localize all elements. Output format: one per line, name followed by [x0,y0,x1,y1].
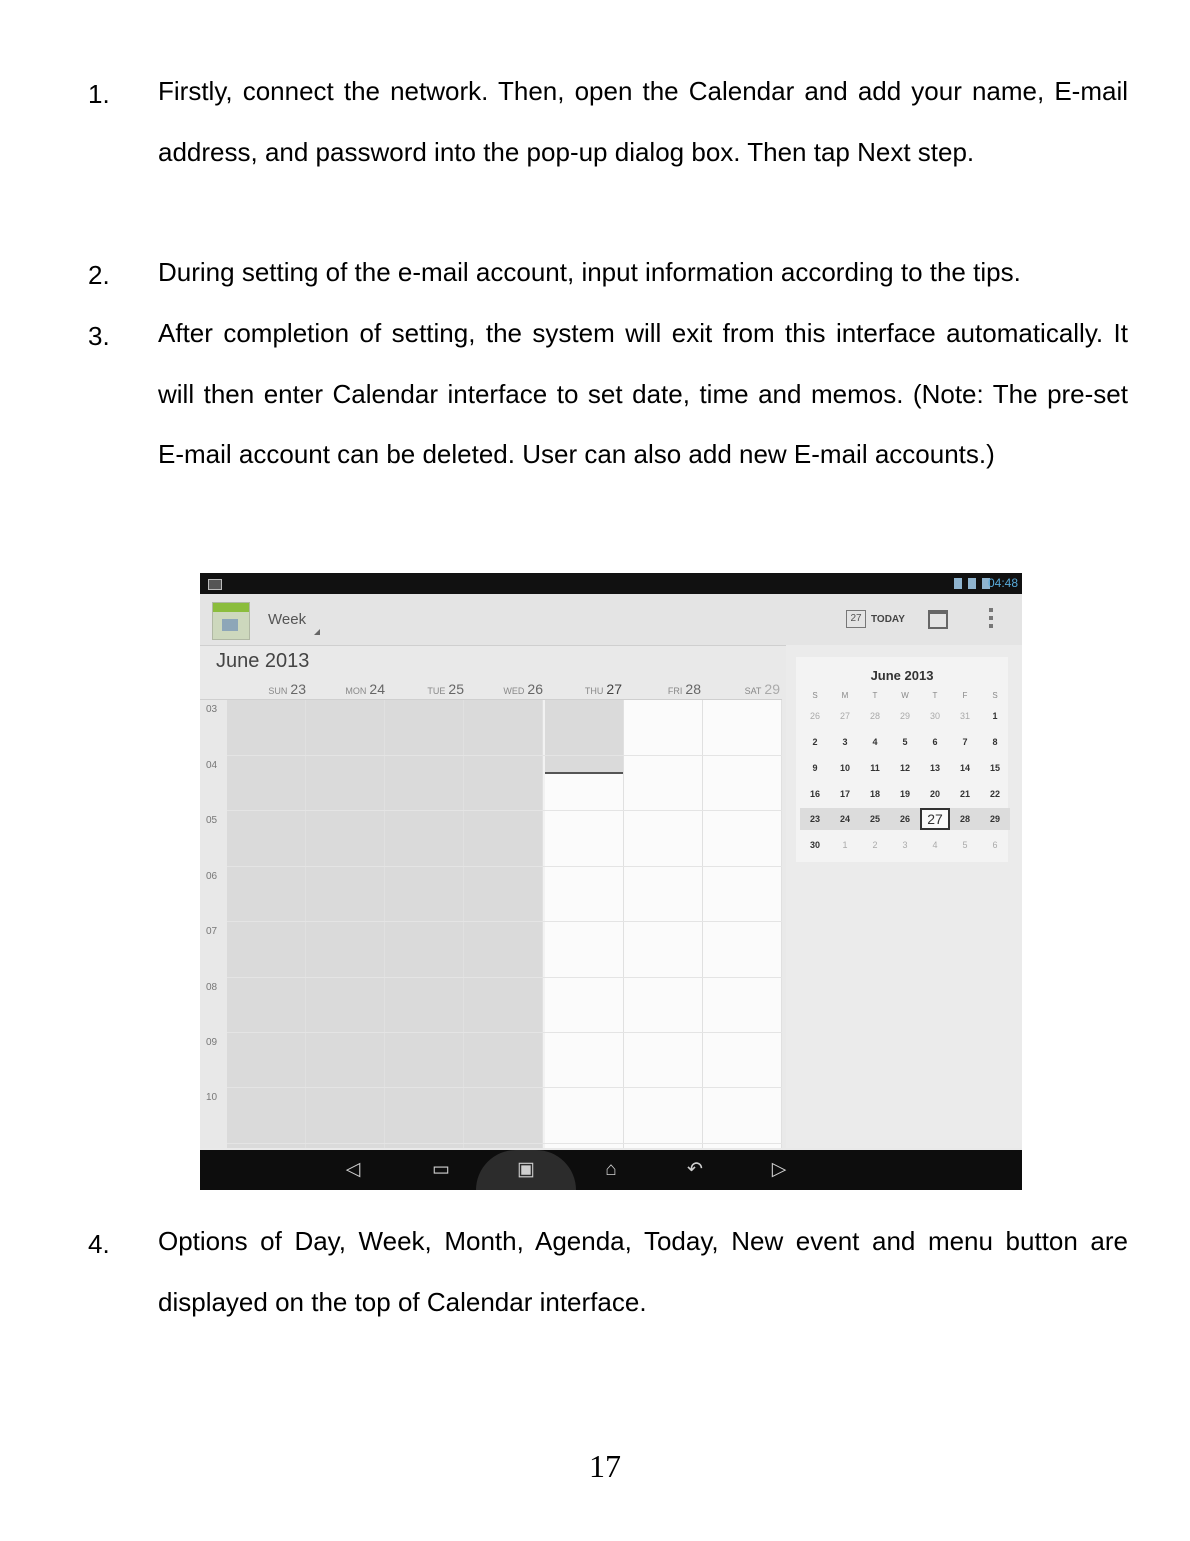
page-number: 17 [589,1448,621,1484]
date-cell[interactable]: 6 [992,840,998,850]
back-icon[interactable]: ↶ [687,1159,703,1180]
day-column-today-past[interactable] [545,700,624,773]
date-cell[interactable]: 4 [872,737,878,747]
mini-calendar-current-week [800,808,1010,830]
day-header-tue[interactable]: TUE 25 [427,681,464,697]
date-cell[interactable]: 18 [869,789,880,799]
day-header-sat[interactable]: SAT 29 [744,681,780,697]
volume-up-icon[interactable]: ▷ [771,1159,787,1180]
step-number: 3. [88,321,110,351]
step-text: Firstly, connect the network. Then, open the Calendar and add your name, E-mail address, and password into the pop-up dialog box. Then tap Next step. [158,76,1128,167]
date-cell[interactable]: 28 [959,814,970,824]
recent-apps-icon[interactable]: ▭ [432,1159,450,1180]
hour-label: 09 [206,1037,218,1048]
date-cell[interactable]: 4 [932,840,938,850]
mini-calendar-week [800,783,1010,805]
date-cell[interactable]: 3 [842,737,848,747]
date-cell[interactable]: 30 [809,840,820,850]
day-column-today[interactable] [545,773,624,1148]
day-column[interactable] [464,700,543,1148]
hour-line [227,1032,782,1033]
week-grid[interactable] [200,700,782,1148]
date-cell[interactable]: 31 [959,711,970,721]
date-cell[interactable]: 28 [869,711,880,721]
hour-label: 04 [206,760,218,771]
sd-card-icon [954,578,962,589]
today-label: TODAY [871,613,905,625]
date-cell[interactable]: 7 [962,737,968,747]
day-column[interactable] [703,700,782,1148]
day-header-sun[interactable]: SUN 23 [268,681,306,697]
status-time: 04:48 [987,576,1018,590]
date-cell[interactable]: 24 [839,814,850,824]
screenshot-icon[interactable]: ▣ [517,1159,535,1180]
current-time-line [545,772,623,774]
status-icons [954,578,990,589]
hour-line [227,810,782,811]
date-cell[interactable]: 12 [899,763,910,773]
hour-label: 03 [206,704,218,715]
date-cell[interactable]: 8 [992,737,998,747]
date-cell[interactable]: 21 [959,789,970,799]
date-cell[interactable]: 14 [959,763,970,773]
calendar-app-icon[interactable] [212,602,250,640]
action-bar [200,594,1022,646]
date-cell[interactable]: 29 [899,711,910,721]
date-cell[interactable]: 1 [992,711,998,721]
hour-line [227,1087,782,1088]
date-cell[interactable]: 23 [809,814,820,824]
mini-calendar-week [800,757,1010,779]
selected-date-cell[interactable]: 27 [920,808,950,830]
hour-line [227,1143,782,1144]
date-cell[interactable]: 26 [899,814,910,824]
day-column[interactable] [306,700,385,1148]
today-button[interactable] [846,608,905,630]
date-cell[interactable]: 22 [989,789,1000,799]
hour-label: 07 [206,926,218,937]
date-cell[interactable]: 6 [932,737,938,747]
date-cell[interactable]: 13 [929,763,940,773]
date-cell[interactable]: 30 [929,711,940,721]
day-column[interactable] [385,700,464,1148]
step-number: 1. [88,79,110,109]
hour-label: 05 [206,815,218,826]
mini-calendar-week [800,705,1010,727]
step-text: During setting of the e-mail account, input information according to the tips. [158,257,1021,287]
overflow-menu-icon[interactable] [989,608,993,630]
hour-line [227,866,782,867]
day-header-thu[interactable]: THU 27 [584,681,622,697]
day-column[interactable] [227,700,306,1148]
day-column[interactable] [624,700,703,1148]
hour-line [227,755,782,756]
today-calendar-icon: 27 [846,610,866,628]
hour-label: 06 [206,871,218,882]
day-header-mon[interactable]: MON 24 [345,681,385,697]
date-cell[interactable]: 15 [989,763,1000,773]
gallery-notification-icon [208,579,222,590]
status-bar [200,573,1022,594]
date-cell[interactable]: 5 [902,737,908,747]
navigation-bar [200,1150,1022,1190]
step-number: 4. [88,1229,110,1259]
mini-calendar-week [800,731,1010,753]
mini-calendar [796,657,1008,862]
wifi-icon [968,578,976,589]
day-header-wed[interactable]: WED 26 [503,681,543,697]
date-cell[interactable]: 17 [839,789,850,799]
hour-line [227,977,782,978]
hour-label: 10 [206,1092,218,1103]
date-cell[interactable]: 29 [989,814,1000,824]
hour-line [227,921,782,922]
date-cell[interactable]: 1 [842,840,848,850]
step-number: 2. [88,260,110,290]
date-cell[interactable]: 3 [902,840,908,850]
weekday-row: S M T W T F S [812,691,998,700]
date-cell[interactable]: 20 [929,789,940,799]
date-cell[interactable]: 26 [809,711,820,721]
mini-calendar-title: June 2013 [870,668,934,683]
date-cell[interactable]: 9 [812,763,818,773]
date-cell[interactable]: 25 [869,814,880,824]
dropdown-caret-icon [314,629,320,635]
step-text: Options of Day, Week, Month, Agenda, Today, New event and menu button are displayed on the top of Calendar interface. [158,1226,1128,1317]
month-title: June 2013 [216,650,310,672]
volume-down-icon[interactable]: ◁ [345,1159,361,1180]
step-text: After completion of setting, the system will exit from this interface automatically. It will then enter Calendar interface to set date, time and memos. (Note: The pre-set E-mail account can be deleted. User can also add new E-mail accounts.) [158,318,1128,469]
date-cell[interactable]: 16 [809,789,820,799]
home-icon[interactable]: ⌂ [605,1159,617,1180]
hour-label: 08 [206,982,218,993]
date-cell[interactable]: 10 [839,763,850,773]
calendar-screenshot [200,573,1022,1190]
view-mode-dropdown[interactable]: Week [268,611,307,628]
day-header-fri[interactable]: FRI 28 [667,681,701,697]
date-cell[interactable]: 19 [899,789,910,799]
date-cell[interactable]: 11 [870,763,880,773]
date-cell[interactable]: 2 [872,840,878,850]
new-event-icon[interactable] [928,610,948,629]
date-cell[interactable]: 2 [812,737,818,747]
date-cell[interactable]: 5 [962,840,968,850]
mini-calendar-week [800,834,1010,856]
date-cell[interactable]: 27 [839,711,850,721]
